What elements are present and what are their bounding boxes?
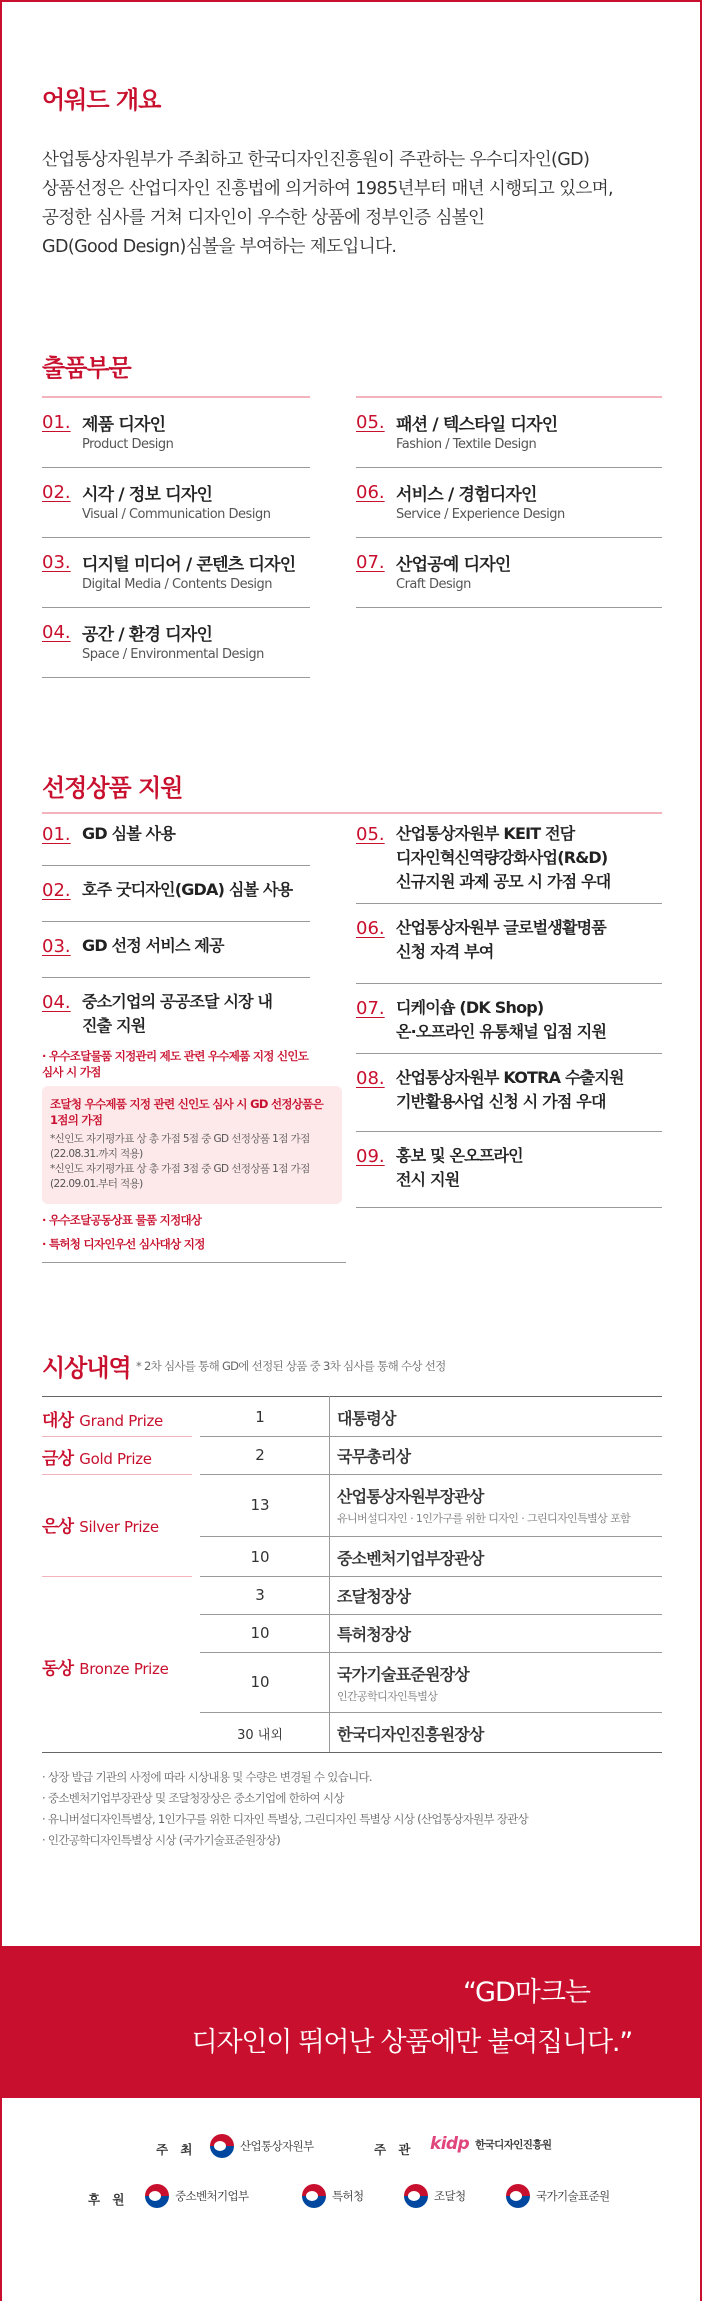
- award-count: 2: [255, 1446, 265, 1464]
- supporter-logo: [302, 2184, 364, 2208]
- slogan-banner: [0, 1946, 702, 2098]
- taegeuk-icon: [506, 2184, 530, 2208]
- category-name-en: Craft Design: [396, 577, 471, 592]
- support-item: [42, 922, 310, 978]
- grade-gold: [42, 1444, 152, 1469]
- divider: [42, 1396, 662, 1397]
- overview-line: 산업통상자원부가 주최하고 한국디자인진흥원이 주관하는 우수디자인(GD): [42, 150, 590, 170]
- divider: [200, 1712, 662, 1713]
- organizer-logo: [430, 2134, 551, 2154]
- support-item: [356, 904, 662, 984]
- award-count: 1: [255, 1408, 265, 1426]
- divider: [42, 1576, 192, 1577]
- support-label: 후 원: [88, 2192, 129, 2207]
- category-name-ko: 패션 / 텍스타일 디자인: [396, 415, 558, 435]
- procurement-info-box: [42, 1086, 342, 1204]
- overview-line: 공정한 심사를 거쳐 디자인이 우수한 상품에 정부인증 심볼인: [42, 208, 485, 228]
- support-text: 홍보 및 온오프라인 전시 지원: [396, 1146, 523, 1189]
- award-name: 조달청장상: [337, 1587, 411, 1606]
- procurement-info-detail: *신인도 자기평가표 상 총 가점 3점 중 GD 선정상품 1점 가점 (22.09.01.부터 적용): [50, 1163, 310, 1190]
- category-name-ko: 시각 / 정보 디자인: [82, 485, 213, 505]
- grade-en: Bronze Prize: [79, 1660, 169, 1678]
- category-item: [356, 468, 662, 538]
- divider: [42, 1436, 192, 1437]
- category-name-en: Product Design: [82, 437, 174, 452]
- slogan-line: 디자인이 뛰어난 상품에만 붙여집니다.”: [191, 2027, 632, 2058]
- category-list-right: [356, 396, 662, 608]
- award-count: 10: [250, 1673, 270, 1691]
- grade-grand: [42, 1406, 163, 1431]
- supporter-name: 조달청: [434, 2189, 466, 2203]
- grade-ko: 금상: [42, 1449, 74, 1469]
- category-name-ko: 서비스 / 경험디자인: [396, 485, 537, 505]
- grade-bronze: [42, 1654, 169, 1679]
- category-name-en: Digital Media / Contents Design: [82, 577, 272, 592]
- support-number: 09.: [356, 1146, 385, 1167]
- support-text: 디케이숍 (DK Shop) 온·오프라인 유통채널 입점 지원: [396, 998, 607, 1041]
- award-name: 중소벤처기업부장관상: [337, 1549, 484, 1568]
- support-text: 산업통상자원부 KOTRA 수출지원 기반활용사업 신청 시 가점 우대: [396, 1068, 624, 1111]
- support-number: 05.: [356, 824, 385, 845]
- organizer-label: 주 관: [374, 2142, 415, 2157]
- divider: [200, 1652, 662, 1653]
- support-number: 06.: [356, 918, 385, 939]
- divider: [42, 1752, 662, 1753]
- support-number: 08.: [356, 1068, 385, 1089]
- support-text: 호주 굿디자인(GDA) 심볼 사용: [82, 880, 293, 899]
- support-number: 02.: [42, 880, 71, 901]
- supporter-name: 특허청: [332, 2189, 364, 2203]
- awards-subtitle: * 2차 심사를 통해 GD에 선정된 상품 중 3차 심사를 통해 수상 선정: [136, 1359, 446, 1373]
- category-name-en: Visual / Communication Design: [82, 507, 271, 522]
- grade-ko: 대상: [42, 1411, 74, 1431]
- support-item: [356, 1054, 662, 1132]
- award-count: 13: [250, 1496, 270, 1514]
- category-name-en: Space / Environmental Design: [82, 647, 264, 662]
- award-name: 산업통상자원부장관상: [337, 1487, 484, 1506]
- divider: [42, 1474, 192, 1475]
- category-number: 05.: [356, 412, 385, 433]
- slogan-line: “GD마크는: [463, 1977, 590, 2008]
- award-name: 특허청장상: [337, 1625, 411, 1644]
- procurement-info-detail: *신인도 자기평가표 상 총 가점 5점 중 GD 선정상품 1점 가점 (22.08.31.까지 적용): [50, 1133, 310, 1160]
- divider: [200, 1576, 662, 1577]
- award-sub: 인간공학디자인특별상: [337, 1690, 438, 1703]
- category-item: [42, 398, 310, 468]
- category-number: 03.: [42, 552, 71, 573]
- support-item: [356, 984, 662, 1054]
- category-name-ko: 산업공예 디자인: [396, 555, 511, 575]
- supporter-logo: [404, 2184, 466, 2208]
- support-item: [42, 978, 310, 1040]
- support-note: · 특허청 디자인우선 심사대상 지정: [42, 1237, 205, 1251]
- grade-en: Grand Prize: [79, 1412, 163, 1430]
- category-number: 06.: [356, 482, 385, 503]
- award-sub: 유니버설디자인 · 1인가구를 위한 디자인 · 그린디자인특별상 포함: [337, 1512, 631, 1525]
- category-list-left: [42, 396, 310, 678]
- taegeuk-icon: [302, 2184, 326, 2208]
- supporter-name: 국가기술표준원: [536, 2189, 610, 2203]
- category-name-ko: 제품 디자인: [82, 415, 166, 435]
- organizer-name: 한국디자인진흥원: [475, 2138, 552, 2151]
- support-note: · 우수조달공동상표 물품 지정대상: [42, 1213, 202, 1227]
- supporter-logo: [145, 2184, 249, 2208]
- procurement-info-title: 조달청 우수제품 지정 관련 신인도 심사 시 GD 선정상품은 1점의 가점: [50, 1097, 324, 1127]
- section-title-overview: 어워드 개요: [42, 86, 161, 114]
- category-item: [42, 608, 310, 678]
- supporter-name: 중소벤처기업부: [175, 2189, 249, 2203]
- support-text: 산업통상자원부 글로벌생활명품 신청 자격 부여: [396, 918, 606, 961]
- support-number: 01.: [42, 824, 71, 845]
- category-number: 04.: [42, 622, 71, 643]
- grade-ko: 은상: [42, 1517, 74, 1537]
- grade-en: Gold Prize: [79, 1450, 152, 1468]
- award-note: · 상장 발급 기관의 사정에 따라 시상내용 및 수량은 변경될 수 있습니다.: [42, 1770, 372, 1784]
- section-title-support: 선정상품 지원: [42, 774, 183, 802]
- taegeuk-icon: [210, 2134, 234, 2158]
- award-note: · 인간공학디자인특별상 시상 (국가기술표준원장상): [42, 1833, 280, 1847]
- taegeuk-icon: [145, 2184, 169, 2208]
- divider: [200, 1614, 662, 1615]
- award-name: 국무총리상: [337, 1447, 411, 1466]
- support-note: · 우수조달물품 지정관리 제도 관련 우수제품 지정 신인도 심사 시 가점: [42, 1049, 309, 1079]
- award-count: 10: [250, 1548, 270, 1566]
- support-item: [42, 814, 310, 866]
- award-count: 3: [255, 1586, 265, 1604]
- overview-text: [42, 146, 672, 262]
- divider: [200, 1536, 662, 1537]
- category-name-en: Service / Experience Design: [396, 507, 565, 522]
- award-name: 한국디자인진흥원장상: [337, 1725, 484, 1744]
- category-number: 07.: [356, 552, 385, 573]
- support-item: [42, 866, 310, 922]
- category-item: [42, 468, 310, 538]
- divider: [42, 1262, 346, 1263]
- award-notes: [42, 1767, 528, 1851]
- host-name: 산업통상자원부: [240, 2139, 314, 2153]
- support-number: 07.: [356, 998, 385, 1019]
- supporter-logo: [506, 2184, 610, 2208]
- category-name-en: Fashion / Textile Design: [396, 437, 537, 452]
- divider: [200, 1436, 662, 1437]
- grade-silver: [42, 1512, 159, 1537]
- category-item: [42, 538, 310, 608]
- category-number: 02.: [42, 482, 71, 503]
- award-name: 국가기술표준원장상: [337, 1665, 469, 1684]
- kidp-logo-icon: kidp: [430, 2134, 470, 2154]
- grade-en: Silver Prize: [79, 1518, 159, 1536]
- section-title-awards: 시상내역: [42, 1354, 131, 1382]
- award-note: · 중소벤처기업부장관상 및 조달청장상은 중소기업에 한하여 시상: [42, 1791, 344, 1805]
- category-number: 01.: [42, 412, 71, 433]
- category-name-ko: 공간 / 환경 디자인: [82, 625, 213, 645]
- overview-line: 상품선정은 산업디자인 진흥법에 의거하여 1985년부터 매년 시행되고 있으며,: [42, 179, 613, 199]
- support-text: 중소기업의 공공조달 시장 내 진출 지원: [82, 992, 273, 1035]
- award-name: 대통령상: [337, 1409, 396, 1428]
- divider: [329, 1396, 330, 1752]
- award-note: · 유니버설디자인특별상, 1인가구를 위한 디자인 특별상, 그린디자인 특별상 시상 (산업통상자원부 장관상: [42, 1812, 528, 1826]
- category-name-ko: 디지털 미디어 / 콘텐츠 디자인: [82, 555, 296, 575]
- award-count: 10: [250, 1624, 270, 1642]
- category-item: [356, 538, 662, 608]
- support-number: 03.: [42, 936, 71, 957]
- category-item: [356, 398, 662, 468]
- support-text: 산업통상자원부 KEIT 전담 디자인혁신역량강화사업(R&D) 신규지원 과제 공모 시 가점 우대: [396, 824, 611, 891]
- support-text: GD 선정 서비스 제공: [82, 936, 224, 955]
- support-number: 04.: [42, 992, 71, 1013]
- support-item: [356, 1132, 662, 1208]
- overview-line: GD(Good Design)심볼을 부여하는 제도입니다.: [42, 237, 397, 257]
- host-logo: [210, 2134, 314, 2158]
- section-title-categories: 출품부문: [42, 354, 131, 382]
- divider: [200, 1474, 662, 1475]
- support-text: GD 심볼 사용: [82, 824, 175, 843]
- award-count: 30 내외: [237, 1728, 283, 1743]
- host-label: 주 최: [156, 2142, 197, 2157]
- taegeuk-icon: [404, 2184, 428, 2208]
- grade-ko: 동상: [42, 1659, 74, 1679]
- support-item: [356, 814, 662, 904]
